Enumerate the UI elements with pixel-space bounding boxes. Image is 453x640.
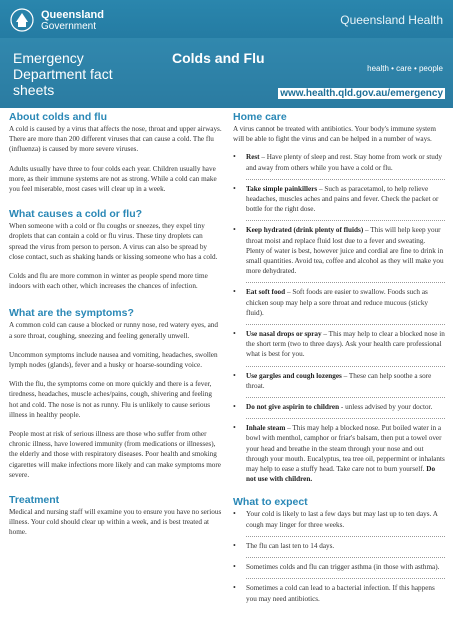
symptoms-heading: What are the symptoms? <box>9 307 134 320</box>
right-column <box>233 111 445 610</box>
symptoms-paragraph-4: People most at risk of serious illness are those who suffer from other chronic illness, have lowered immunity (from medications or illnesses), the elderly and those with respiratory diseases. Poor health and smoking cigarettes will make infections more likely and can make symptoms more severe. <box>9 430 221 479</box>
left-column <box>9 111 222 547</box>
list-item: • The flu can last ten to 14 days. <box>233 541 445 551</box>
list-item: • Rest – Have plenty of sleep and rest. Stay home from work or study and away from others while you have a cold or flu. <box>233 152 445 172</box>
causes-heading: What causes a cold or flu? <box>9 208 143 221</box>
about-heading: About colds and flu <box>9 111 107 123</box>
symptoms-paragraph-3: With the flu, the symptoms come on more quickly and there is a fever, tiredness, headaches, muscle aches/pains, cough, shivering and feeling hot and cold. The nose is not as runny. Flu is unlikely to cause serious illness in healthy people. <box>9 380 212 419</box>
about-paragraph-2: Adults usually have three to four colds each year. Children usually have more, as their immune systems are not as strong. While a cold can make you feel miserable, most cases will clear up in a week. <box>9 164 217 194</box>
website-link[interactable]: www.health.qld.gov.au/emergency <box>280 88 443 99</box>
list-item: • Use nasal drops or spray – This may help to clear a blocked nose in the short term (two to three days). Ask your health care professional what is best for you. <box>233 329 445 360</box>
list-item: • Sometimes colds and flu can trigger asthma (in those with asthma). <box>233 562 445 572</box>
list-item: • Take simple painkillers – Such as paracetamol, to help relieve headaches, muscles aches and pains and fever. Check the packet or bottle for the right dose. <box>233 184 445 215</box>
list-item: • Do not give aspirin to children - unless advised by your doctor. <box>233 402 445 412</box>
causes-paragraph-1: When someone with a cold or flu coughs or sneezes, they expel tiny droplets that can contain a cold or flu virus. These tiny droplets can spread the virus from person to person. A virus can also be spread by close contact, such as shaking hands or kissing someone who has a cold. <box>9 222 218 261</box>
logo-line-1: Queensland <box>41 9 104 21</box>
treatment-paragraph-1: Medical and nursing staff will examine you to ensure you have no serious illness. Your cold should clear up within a week, and is best treated at home. <box>9 508 222 537</box>
list-item: • Keep hydrated (drink plenty of fluids) – This will help keep your throat moist and replace fluid lost due to a fever and sweating. Plenty of water is best, however juice and cordial are fine to drink in small quantities. Avoid tea, coffee and alcohol as they will make you more dehydrated. <box>233 225 445 276</box>
home-care-heading: Home care <box>233 111 287 123</box>
home-care-list <box>233 152 445 484</box>
expect-list <box>233 509 445 603</box>
treatment-heading: Treatment <box>9 494 60 507</box>
list-item: • Eat soft food – Soft foods are easier to swallow. Foods such as chicken soup may help a sore throat and reduce mucous (sticky fluid). <box>233 287 445 318</box>
org-name: Queensland Health <box>340 13 443 27</box>
home-care-paragraph: A virus cannot be treated with antibiotics. Your body's immune system will be able to fight the virus and can be helped in a number of ways. <box>233 125 436 144</box>
series-title: Emergency Department fact sheets <box>13 50 113 98</box>
list-item: • Inhale steam – This may help a blocked nose. Put boiled water in a bowl with menthol, camphor or friar's balsam, then put a towel over your head and breathe in the steam through your nose and out through your mouth. Eucalyptus, tea tree oil, peppermint or inhalants may help to ease a stuffy head. Take care not to burn yourself. Do not use with children. <box>233 423 445 484</box>
causes-paragraph-2: Colds and flu are more common in winter as people spend more time indoors with each other, which increases the chances of infection. <box>9 272 208 291</box>
about-paragraph-1: A cold is caused by a virus that affects the nose, throat and upper airways. There are more than 200 different viruses that can cause a cold. The flu (influenza) is caused by more severe viruses. <box>9 125 222 154</box>
expect-heading: What to expect <box>233 496 308 509</box>
list-item: • Your cold is likely to last a few days but may last up to ten days. A cough may linger for three weeks. <box>233 509 445 529</box>
symptoms-paragraph-1: A common cold can cause a blocked or runny nose, red watery eyes, and a sore throat, coughing, sneezing and feeling generally unwell. <box>9 321 218 340</box>
list-item: • Sometimes a cold can lead to a bacterial infection. If this happens you may need antibiotics. <box>233 583 445 603</box>
logo-line-2: Government <box>41 21 97 32</box>
symptoms-paragraph-2: Uncommon symptoms include nausea and vomiting, headaches, swollen lymph nodes (glands), fever and a husky or hoarse-sounding voice. <box>9 350 218 370</box>
coat-of-arms-icon <box>9 7 35 33</box>
page-title: Colds and Flu <box>172 50 265 66</box>
qld-government-logo <box>9 5 119 35</box>
list-item: • Use gargles and cough lozenges – These can help soothe a sore throat. <box>233 371 445 391</box>
tagline: health • care • people <box>367 64 443 73</box>
